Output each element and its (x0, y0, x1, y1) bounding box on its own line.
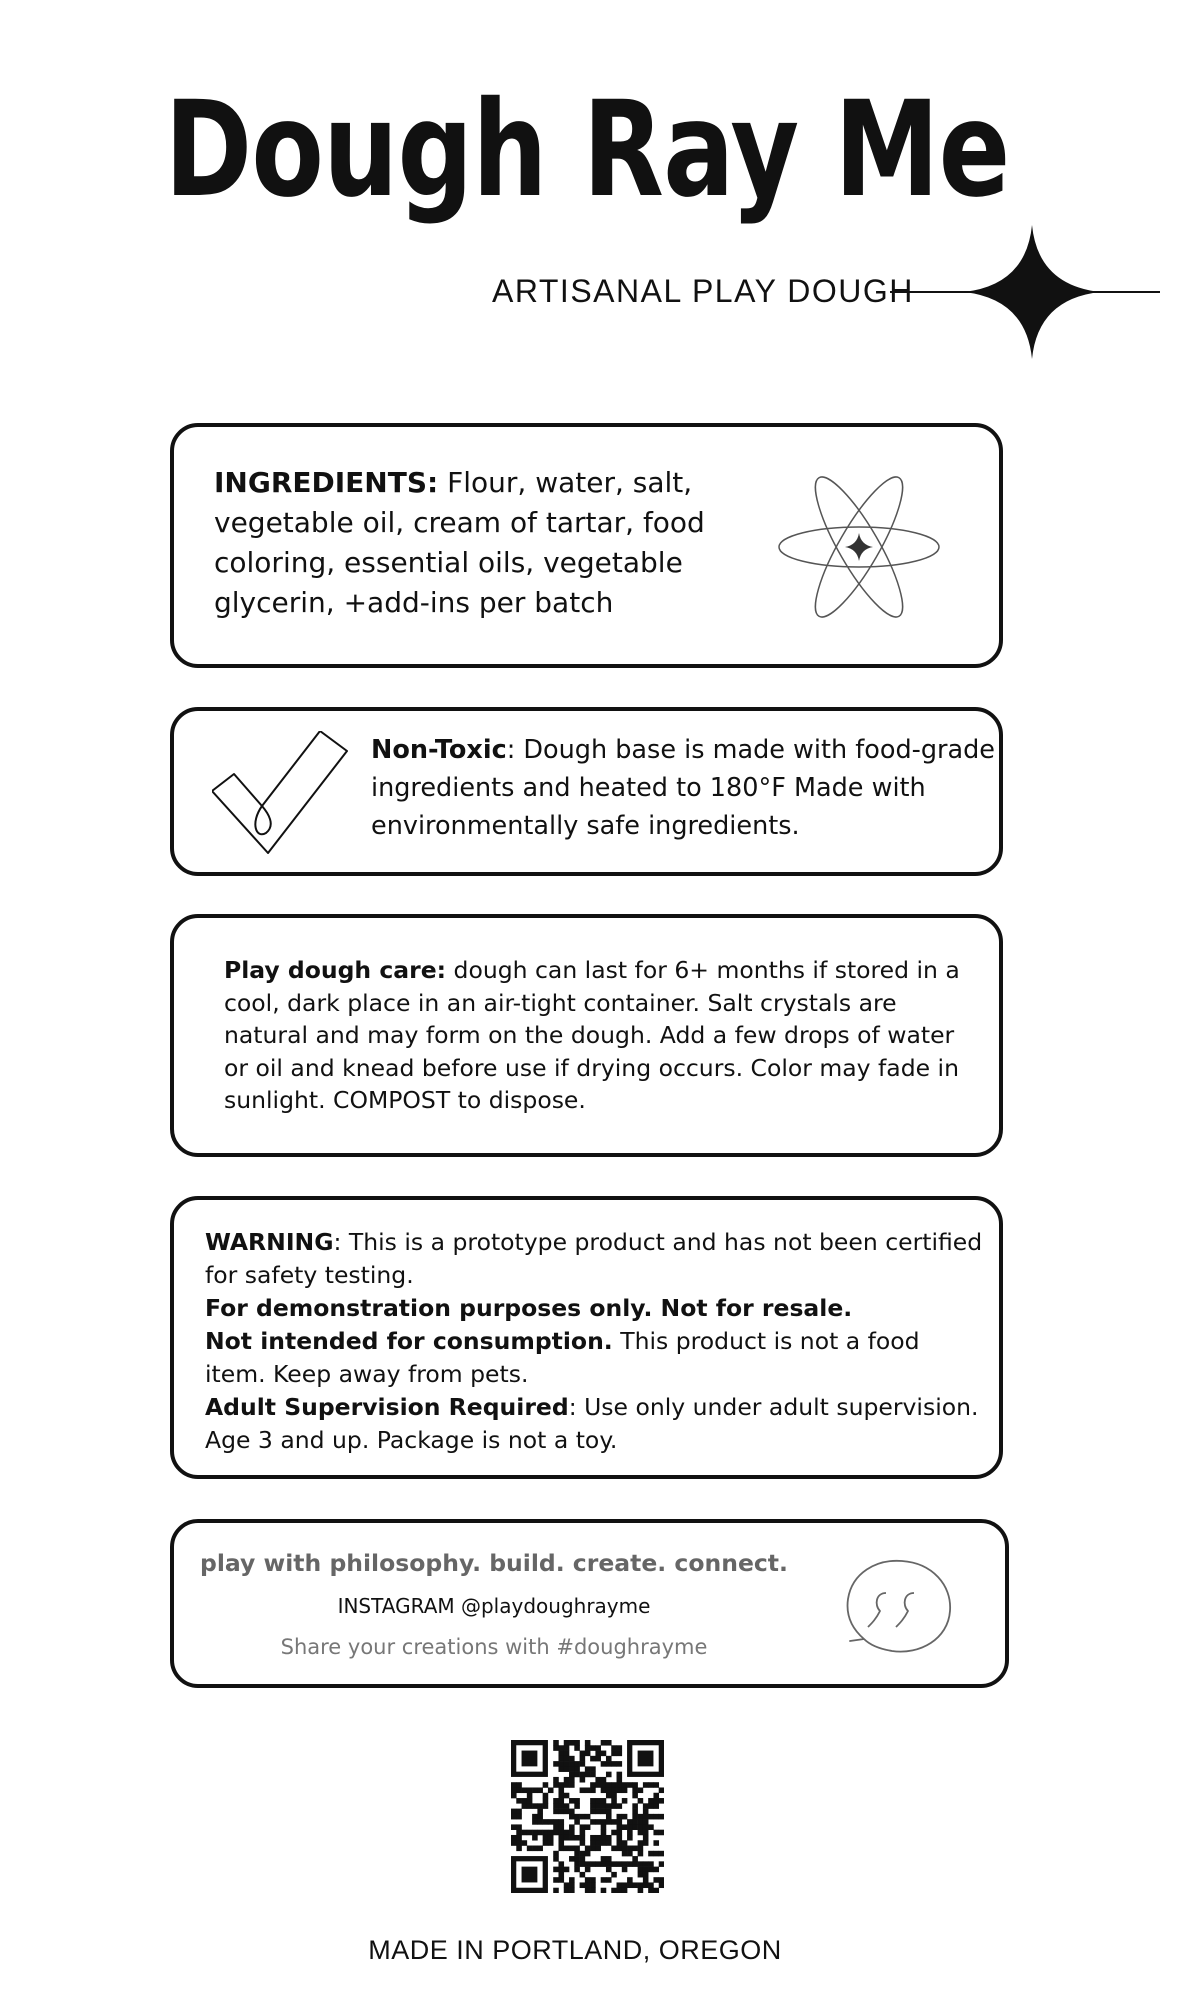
ingredients-label: INGREDIENTS: (214, 466, 439, 499)
made-in-footer: MADE IN PORTLAND, OREGON (368, 1935, 782, 1965)
warning-body: : This is a prototype product and has not been certified for safety testing. (205, 1228, 983, 1289)
philosophy-tagline: play with philosophy. build. create. connect. (200, 1549, 788, 1577)
hashtag-text: Share your creations with #doughrayme (280, 1635, 708, 1659)
warning-label: WARNING (205, 1228, 334, 1256)
ingredients-body: Flour, water, salt, vegetable oil, cream of tartar, food coloring, essential oils, vegetable glycerin, +add-ins per batch (214, 466, 705, 619)
instagram-handle[interactable]: INSTAGRAM @playdoughrayme (337, 1594, 651, 1618)
checkmark-icon (212, 731, 352, 856)
care-card (170, 914, 1003, 1157)
brand-subtitle: ARTISANAL PLAY DOUGH (492, 273, 914, 309)
non-toxic-label: Non-Toxic (371, 735, 507, 765)
consumption-label: Not intended for consumption. (205, 1327, 613, 1355)
non-toxic-body: : Dough base is made with food-grade ingredients and heated to 180°F Made with environmentally safe ingredients. (371, 735, 995, 841)
supervision-label: Adult Supervision Required (205, 1393, 569, 1421)
brand-title: Dough Ray Me (164, 73, 1010, 227)
consumption-body: This product is not a food item. Keep away from pets. (205, 1327, 920, 1388)
supervision-body: : Use only under adult supervision. Age 3 and up. Package is not a toy. (205, 1393, 979, 1454)
non-toxic-text (371, 731, 1001, 845)
speech-bubble-quote-icon (840, 1555, 960, 1665)
ingredients-text (214, 463, 754, 623)
qr-code-icon[interactable] (511, 1740, 664, 1893)
warning-text (205, 1226, 985, 1457)
care-label: Play dough care: (224, 956, 447, 984)
care-body: dough can last for 6+ months if stored in a cool, dark place in an air-tight container. Salt crystals are natural and may form on the dough. Add a few drops of water or oil and knead before use if drying occurs. Color may fade in sunlight. COMPOST to dispose. (224, 956, 960, 1114)
warning-demo: For demonstration purposes only. Not for resale. (205, 1294, 853, 1322)
warning-card (170, 1196, 1003, 1479)
sparkle-star-icon (890, 215, 1190, 365)
ingredients-card (170, 423, 1003, 668)
atom-icon (774, 467, 944, 627)
care-text (224, 954, 984, 1117)
non-toxic-card (170, 707, 1003, 876)
social-card (170, 1519, 1009, 1688)
